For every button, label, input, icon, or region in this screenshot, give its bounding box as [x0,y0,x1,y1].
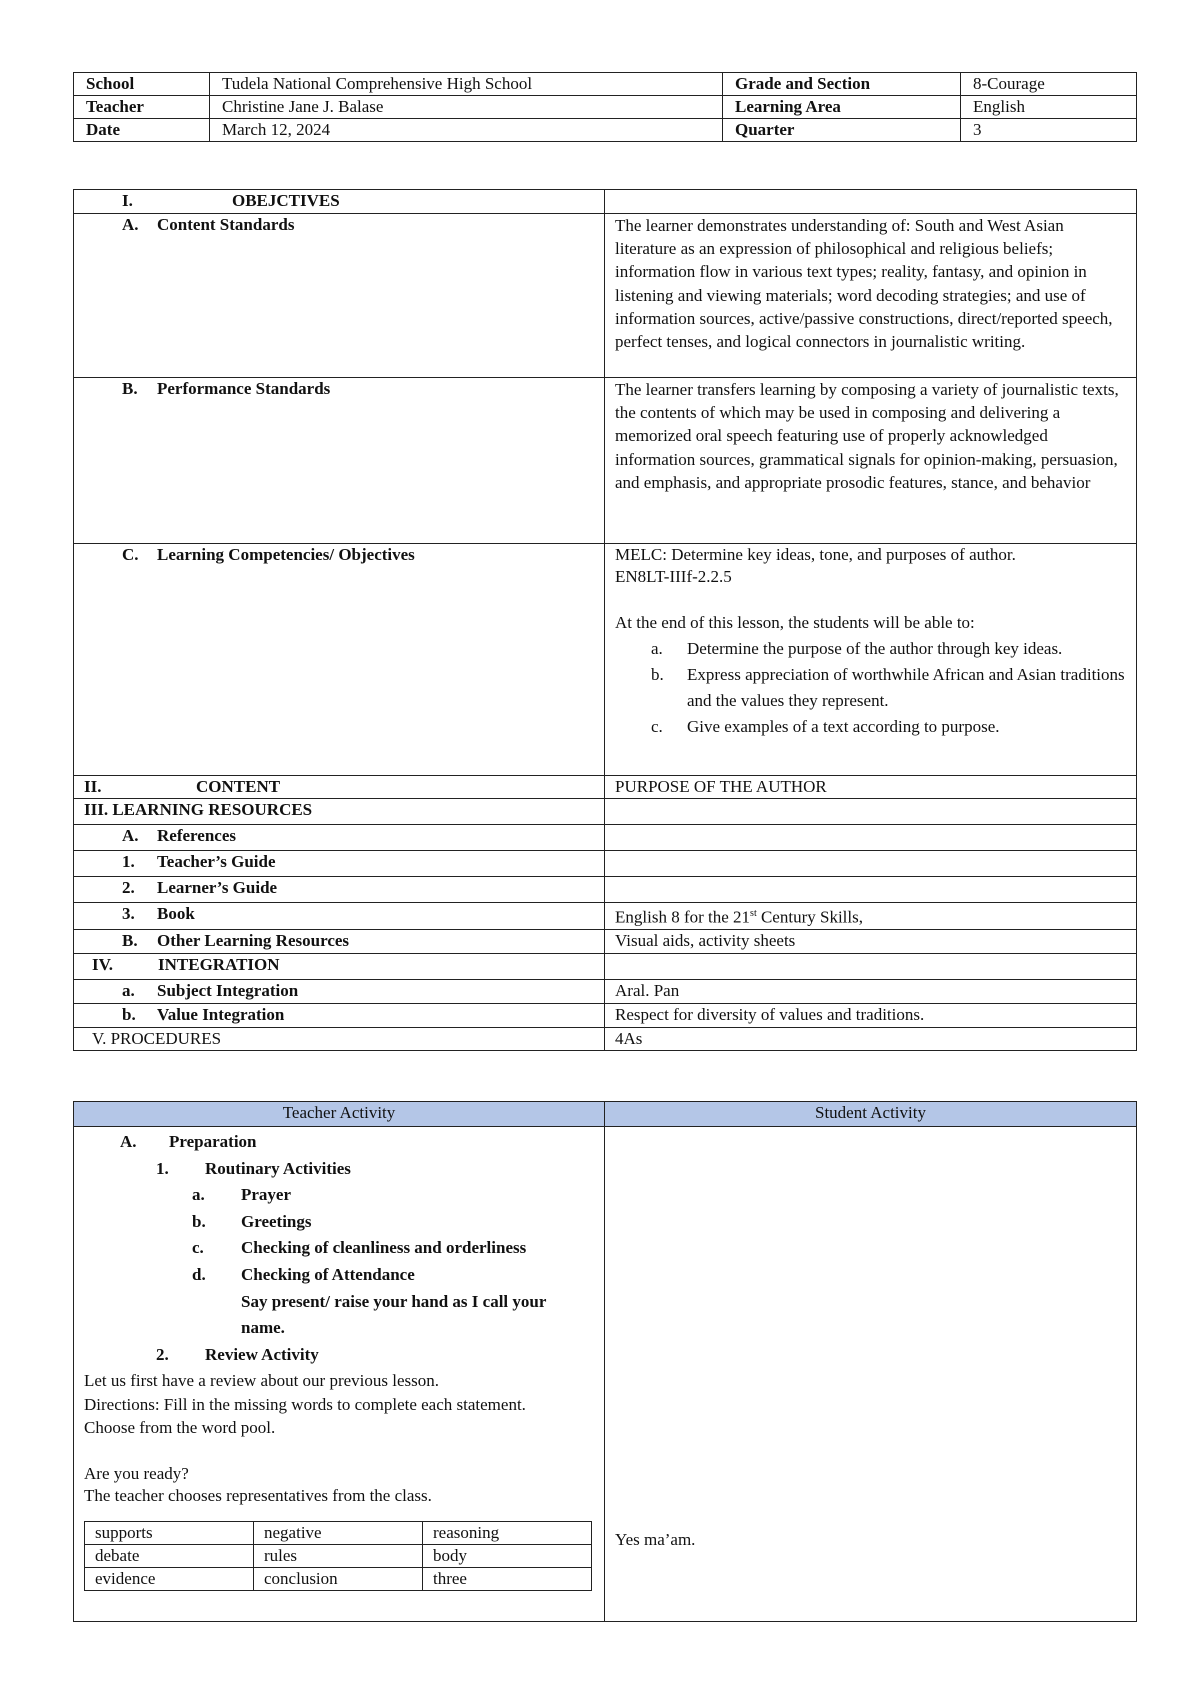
procedures-label: V. PROCEDURES [74,1027,605,1050]
ready-question: Are you ready? [84,1464,189,1484]
book-label [74,903,605,930]
section-number: IV. [92,954,113,974]
melc-code: EN8LT-IIIf-2.2.5 [615,567,732,586]
marker: a. [122,980,135,1000]
label: Subject Integration [157,980,299,1000]
book-value [605,903,1137,930]
quarter-label: Quarter [723,119,961,142]
section-number: II. [84,777,102,796]
marker: a. [192,1185,205,1205]
label: Learner’s Guide [157,878,278,897]
other-resources-row [74,929,1137,953]
resources-heading: III. LEARNING RESOURCES [74,799,605,825]
directions-text: Directions: Fill in the missing words to complete each statement. Choose from the word pool. [84,1395,526,1438]
references-row [74,825,1137,851]
marker: 3. [122,904,135,923]
marker: B. [122,930,138,950]
subject-integration-value: Aral. Pan [605,979,1137,1003]
attendance-note: Say present/ raise your hand as I call your name. [241,1291,547,1338]
procedures-value: 4As [605,1027,1137,1050]
section-number: I. [122,191,133,210]
spacer [615,588,1126,610]
marker: 2. [122,878,135,897]
marker: c. [651,717,663,736]
marker: A. [122,826,139,845]
date-label: Date [74,119,210,142]
activity-body-row [74,1127,1137,1622]
empty-cell [605,799,1137,825]
header-table [73,72,1137,142]
word-cell: reasoning [423,1522,592,1545]
word-cell: body [423,1545,592,1568]
teacher-activity-header: Teacher Activity [74,1102,605,1127]
learners-guide-label [74,877,605,903]
references-label [74,825,605,851]
label: Review Activity [205,1344,319,1364]
word-cell: conclusion [254,1568,423,1591]
prayer-item [84,1182,594,1209]
label: Content Standards [157,215,295,234]
integration-heading [74,953,605,979]
teacher-value: Christine Jane J. Balase [210,96,723,119]
marker: b. [122,1004,136,1024]
label: Greetings [241,1211,312,1231]
word-cell: evidence [85,1568,254,1591]
book-title-rest: Century Skills, [756,907,863,927]
learning-area-value: English [961,96,1137,119]
grade-value: 8-Courage [961,73,1137,96]
word-pool-table [84,1521,592,1591]
subject-integration-label [74,979,605,1003]
item-text: Express appreciation of worthwhile African and Asian traditions and the values they represent. [687,665,1125,710]
empty-cell [605,825,1137,851]
marker: d. [192,1264,206,1284]
marker: C. [122,545,139,564]
content-standards-label [74,214,605,378]
competencies-label [74,544,605,776]
grade-label: Grade and Section [723,73,961,96]
teachers-guide-row [74,851,1137,877]
spacer [84,1439,594,1463]
item-text: Determine the purpose of the author through key ideas. [687,639,1063,658]
header-row [74,96,1137,119]
student-reply: Yes ma’am. [615,1530,696,1549]
list-item [615,714,1126,740]
subject-integration-row [74,979,1137,1003]
attendance-item [84,1262,594,1289]
marker: A. [122,215,139,234]
school-label: School [74,73,210,96]
list-item [615,662,1126,714]
competencies-row [74,544,1137,776]
section-title: INTEGRATION [158,954,280,974]
performance-standards-text: The learner transfers learning by composing a variety of journalistic texts, the contents of which may be used in composing and delivering a memorized oral speech featuring use of properly acknowledged information sources, grammatical signals for opinion-making, persuasion, and emphasis, and appropriate prosodic features, stance, and behavior [605,378,1137,544]
section-title: OBEJCTIVES [232,191,340,210]
routinary-item [84,1156,594,1183]
review-item [84,1342,594,1369]
label: References [157,826,236,845]
content-value: PURPOSE OF THE AUTHOR [605,776,1137,799]
label: Book [157,904,195,923]
teacher-label: Teacher [74,96,210,119]
preparation-item [84,1129,594,1156]
other-resources-label [74,929,605,953]
marker: a. [651,639,663,658]
activity-header-row [74,1102,1137,1127]
cleanliness-item [84,1235,594,1262]
value-integration-label [74,1003,605,1027]
performance-standards-row [74,378,1137,544]
melc-text: MELC: Determine key ideas, tone, and purposes of author. [615,545,1016,564]
value-integration-row [74,1003,1137,1027]
content-label [74,776,605,799]
objectives-table [73,189,1137,1051]
table-row [85,1568,592,1591]
student-activity-header: Student Activity [605,1102,1137,1127]
competencies-content [605,544,1137,776]
label: Performance Standards [157,379,331,398]
section-title: CONTENT [196,777,281,796]
content-standards-text: The learner demonstrates understanding of: South and West Asian literature as an expression of philosophical and religious beliefs; information flow in various text types; reality, fantasy, and opinion in listening and viewing materials; word decoding strategies; and use of information sources, active/passive constructions, direct/reported speech, perfect tenses, and logical connectors in journalistic writing. [605,214,1137,378]
label: Routinary Activities [205,1158,351,1178]
marker: 1. [122,852,135,871]
label: Other Learning Resources [157,930,350,950]
performance-standards-label [74,378,605,544]
teachers-guide-label [74,851,605,877]
label: Prayer [241,1185,292,1205]
book-row [74,903,1137,930]
teacher-chooses-text: The teacher chooses representatives from the class. [84,1486,432,1506]
other-resources-value: Visual aids, activity sheets [605,929,1137,953]
date-value: March 12, 2024 [210,119,723,142]
table-row [85,1522,592,1545]
empty-cell [605,190,1137,214]
marker: b. [651,665,664,684]
word-cell: rules [254,1545,423,1568]
school-value: Tudela National Comprehensive High School [210,73,723,96]
book-title: English 8 for the 21 [615,907,751,927]
label: Checking of cleanliness and orderliness [241,1238,527,1258]
header-row [74,73,1137,96]
label: Checking of Attendance [241,1264,415,1284]
label: Preparation [169,1132,257,1151]
quarter-value: 3 [961,119,1137,142]
book-title-sup: st [750,908,757,919]
list-item [615,636,1126,662]
marker: B. [122,379,138,398]
word-cell: three [423,1568,592,1591]
empty-cell [605,851,1137,877]
header-row [74,119,1137,142]
marker: 1. [156,1158,169,1178]
objectives-list [615,636,1126,740]
item-text: Give examples of a text according to purpose. [687,717,1000,736]
content-standards-row [74,214,1137,378]
marker: 2. [156,1344,169,1364]
objectives-heading [74,190,605,214]
table-row [85,1545,592,1568]
procedures-row [74,1027,1137,1050]
objectives-heading-row [74,190,1137,214]
student-activity-cell [605,1127,1137,1622]
objectives-intro: At the end of this lesson, the students will be able to: [615,613,975,632]
label: Teacher’s Guide [157,852,276,871]
integration-heading-row [74,953,1137,979]
marker: A. [120,1132,137,1151]
activity-table [73,1101,1137,1622]
empty-cell [605,953,1137,979]
label: Learning Competencies/ Objectives [157,545,415,564]
word-cell: debate [85,1545,254,1568]
marker: b. [192,1211,206,1231]
word-cell: supports [85,1522,254,1545]
content-row [74,776,1137,799]
greetings-item [84,1209,594,1236]
teacher-activity-cell [74,1127,605,1622]
word-cell: negative [254,1522,423,1545]
value-integration-value: Respect for diversity of values and traditions. [605,1003,1137,1027]
marker: c. [192,1238,204,1258]
resources-heading-row [74,799,1137,825]
label: Value Integration [157,1004,285,1024]
empty-cell [605,877,1137,903]
learning-area-label: Learning Area [723,96,961,119]
learners-guide-row [74,877,1137,903]
review-intro: Let us first have a review about our previous lesson. [84,1371,440,1391]
